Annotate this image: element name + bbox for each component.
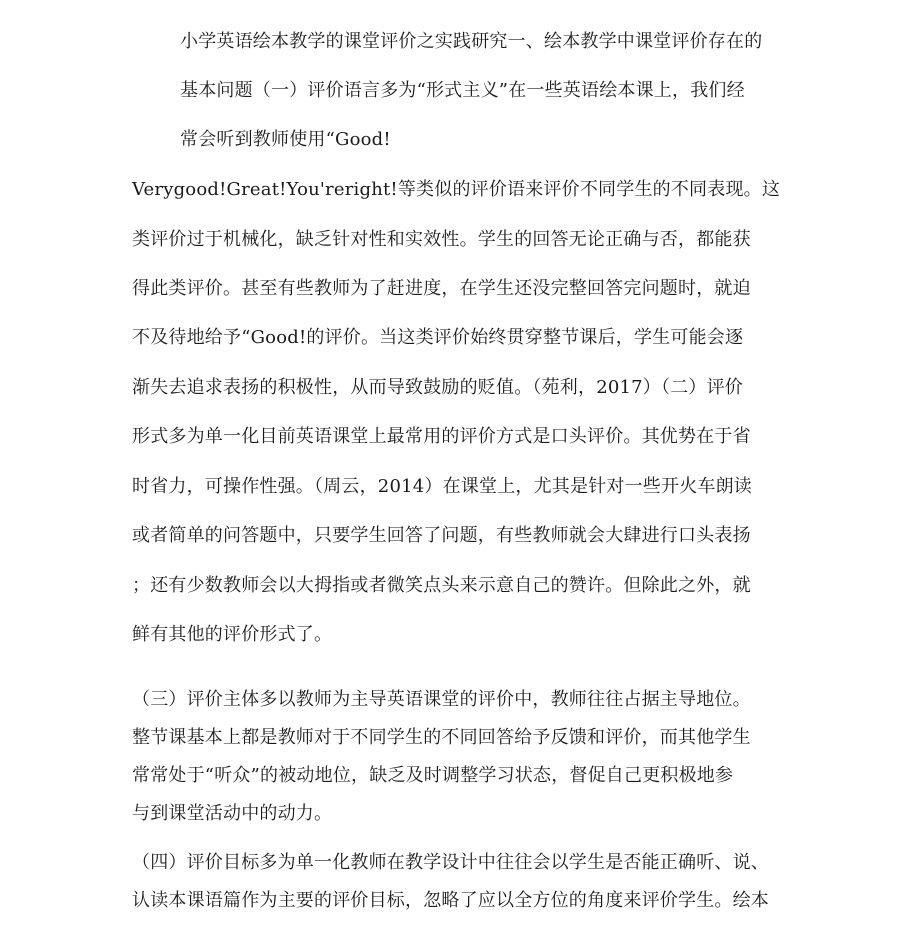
paragraph-line: 渐失去追求表扬的积极性，从而导致鼓励的贬值。（苑利，2017）（二）评价 bbox=[132, 377, 744, 398]
paragraph-line: 或者简单的问答题中，只要学生回答了问题，有些教师就会大肆进行口头表扬 bbox=[132, 525, 751, 546]
paragraph-line: 不及待地给予“Good!的评价。当这类评价始终贯穿整节课后，学生可能会逐 bbox=[132, 327, 744, 348]
paragraph-line: 类评价过于机械化，缺乏针对性和实效性。学生的回答无论正确与否，都能获 bbox=[132, 229, 751, 250]
paragraph-line: 得此类评价。甚至有些教师为了赶进度，在学生还没完整回答完问题时，就迫 bbox=[132, 278, 751, 299]
paragraph-line: 时省力，可操作性强。（周云，2014）在课堂上，尤其是针对一些开火车朗读 bbox=[132, 476, 753, 497]
paragraph-line: 基本问题（一）评价语言多为“形式主义”在一些英语绘本课上，我们经 bbox=[180, 80, 745, 101]
paragraph-line: 鲜有其他的评价形式了。 bbox=[132, 624, 333, 645]
paragraph-line: 与到课堂活动中的动力。 bbox=[132, 803, 333, 824]
paragraph-line: 常常处于“听众”的被动地位，缺乏及时调整学习状态，督促自己更积极地参 bbox=[132, 765, 734, 786]
paragraph-line: 认读本课语篇作为主要的评价目标，忽略了应以全方位的角度来评价学生。绘本 bbox=[132, 890, 769, 911]
paragraph-line: Verygood!Great!You'reright!等类似的评价语来评价不同学生的不同表现。这 bbox=[132, 179, 781, 200]
paragraph-line: 整节课基本上都是教师对于不同学生的不同回答给予反馈和评价，而其他学生 bbox=[132, 727, 751, 748]
paragraph-line: （四）评价目标多为单一化教师在教学设计中往往会以学生是否能正确听、说、 bbox=[132, 852, 769, 873]
paragraph-line: ；还有少数教师会以大拇指或者微笑点头来示意自己的赞许。但除此之外，就 bbox=[132, 575, 751, 596]
paragraph-line: 小学英语绘本教学的课堂评价之实践研究一、绘本教学中课堂评价存在的 bbox=[180, 31, 763, 52]
paragraph-line: （三）评价主体多以教师为主导英语课堂的评价中，教师往往占据主导地位。 bbox=[132, 689, 751, 710]
paragraph-line: 常会听到教师使用“Good! bbox=[180, 129, 391, 150]
paragraph-line: 形式多为单一化目前英语课堂上最常用的评价方式是口头评价。其优势在于省 bbox=[132, 426, 751, 447]
